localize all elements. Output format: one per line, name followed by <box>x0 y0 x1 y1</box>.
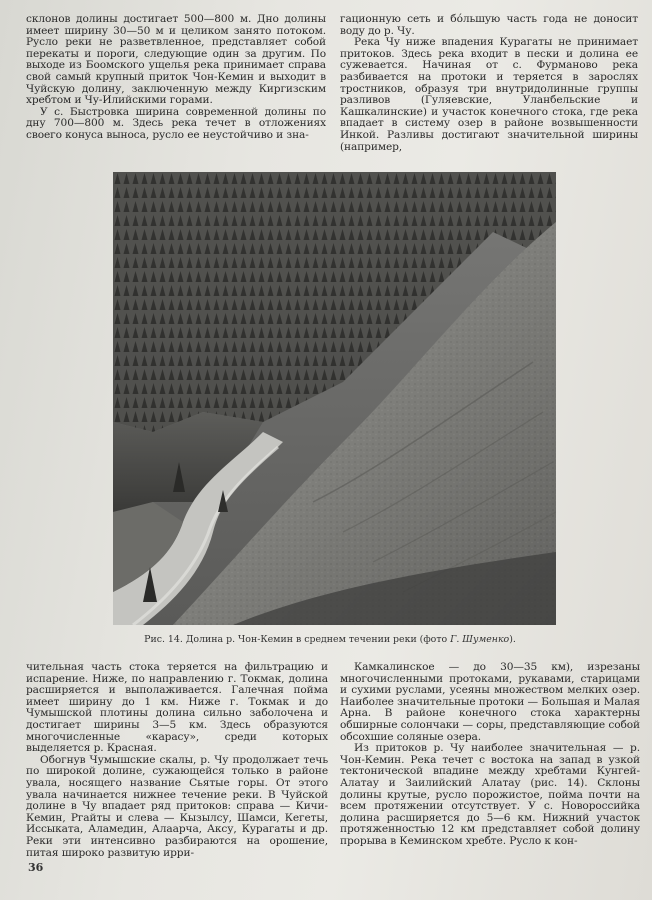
figure-caption <box>60 634 600 645</box>
caption-photographer: Г. Шуменко <box>450 634 510 645</box>
paragraph: Из притоков р. Чу наиболее значительная — р. Чон-Кемин. Река течет с востока на запад в узкой тектонической впадине между хребтами Кунгей-Алатау и Заилийский Алатау (рис. 14). Склоны долины крутые, русло порожистое, пойма почти на всем протяжении отсутствует. У с. Новороссийка долина расширяется до 5—6 км. Нижний участок протяженностью 12 км представляет собой долину прорыва в Кеминском хребте. Русло к кон- <box>340 742 640 847</box>
caption-text: Рис. 14. Долина р. Чон-Кемин в среднем течении реки (фото <box>144 634 448 645</box>
caption-end: ). <box>509 634 516 645</box>
paragraph: гационную сеть и бо́льшую часть года не доносит воду до р. Чу. <box>340 13 638 37</box>
text-column-top-left <box>26 14 326 142</box>
text-column-bottom-right <box>340 662 640 848</box>
paragraph: Обогнув Чумышские скалы, р. Чу продолжает течь по широкой долине, сужающейся только в районе увала, носящего название Сьятые горы. От этого увала начинается нижнее течение реки. В Чуйской долине в Чу впадает ряд притоков: справа — Кичи-Кемин, Ргайты и слева — Кызылсу, Шамси, Кегеты, Иссыката, Аламедин, Алаарча, Аксу, Курагаты и др. Реки эти интенсивно разбираются на орошение, питая широко развитую ирри- <box>26 753 328 859</box>
figure-photo-chon-kemin-valley <box>113 172 556 625</box>
paragraph: склонов долины достигает 500—800 м. Дно долины имеет ширину 30—50 м и целиком занято потоком. Русло реки не разветвленное, представляет собой перекаты и пороги, следующие один за другим. По выходе из Боомского ущелья река принимает справа свой самый крупный приток Чон-Кемин и выходит в Чуйскую долину, заключенную между Киргизским хребтом и Чу-Илийскими горами. <box>26 13 326 107</box>
paragraph: чительная часть стока теряется на фильтрацию и испарение. Ниже, по направлению г. Токмак, долина расширяется и выполаживается. Галечная пойма имеет ширину до 1 км. Ниже г. Токмак и до Чумышской плотины долина сильно заболочена и достигает ширины 3—5 км. Здесь образуются многочисленные «карасу», среди которых выделяется р. Красная. <box>26 661 328 755</box>
paragraph: У с. Быстровка ширина современной долины по дну 700—800 м. Здесь река течет в отложениях своего конуса выноса, русло ее неустойчиво и зна- <box>26 105 326 141</box>
paragraph: Река Чу ниже впадения Курагаты не принимает притоков. Здесь река входит в пески и долина ее сужевается. Начиная от с. Фурманово река разбивается на протоки и теряется в зарослях тростников, образуя три внутридолинные группы разливов (Гуляевские, Уланбельские и Кашкалинские) и участок конечного стока, где река впадает в систему озер в районе возвышенности Инкой. Разливы достигают значительной ширины (например, <box>340 36 638 153</box>
page-number: 36 <box>28 861 44 874</box>
text-column-bottom-left <box>26 662 328 859</box>
paragraph: Камкалинское — до 30—35 км), изрезаны многочисленными протоками, рукавами, старицами и сухими руслами, усеяны множеством мелких озер. Наиболее значительные протоки — Большая и Малая Арна. В районе конечного стока характерны обширные солончаки — соры, представляющие собой обсохшие соляные озера. <box>340 661 640 743</box>
text-column-top-right <box>340 14 638 153</box>
